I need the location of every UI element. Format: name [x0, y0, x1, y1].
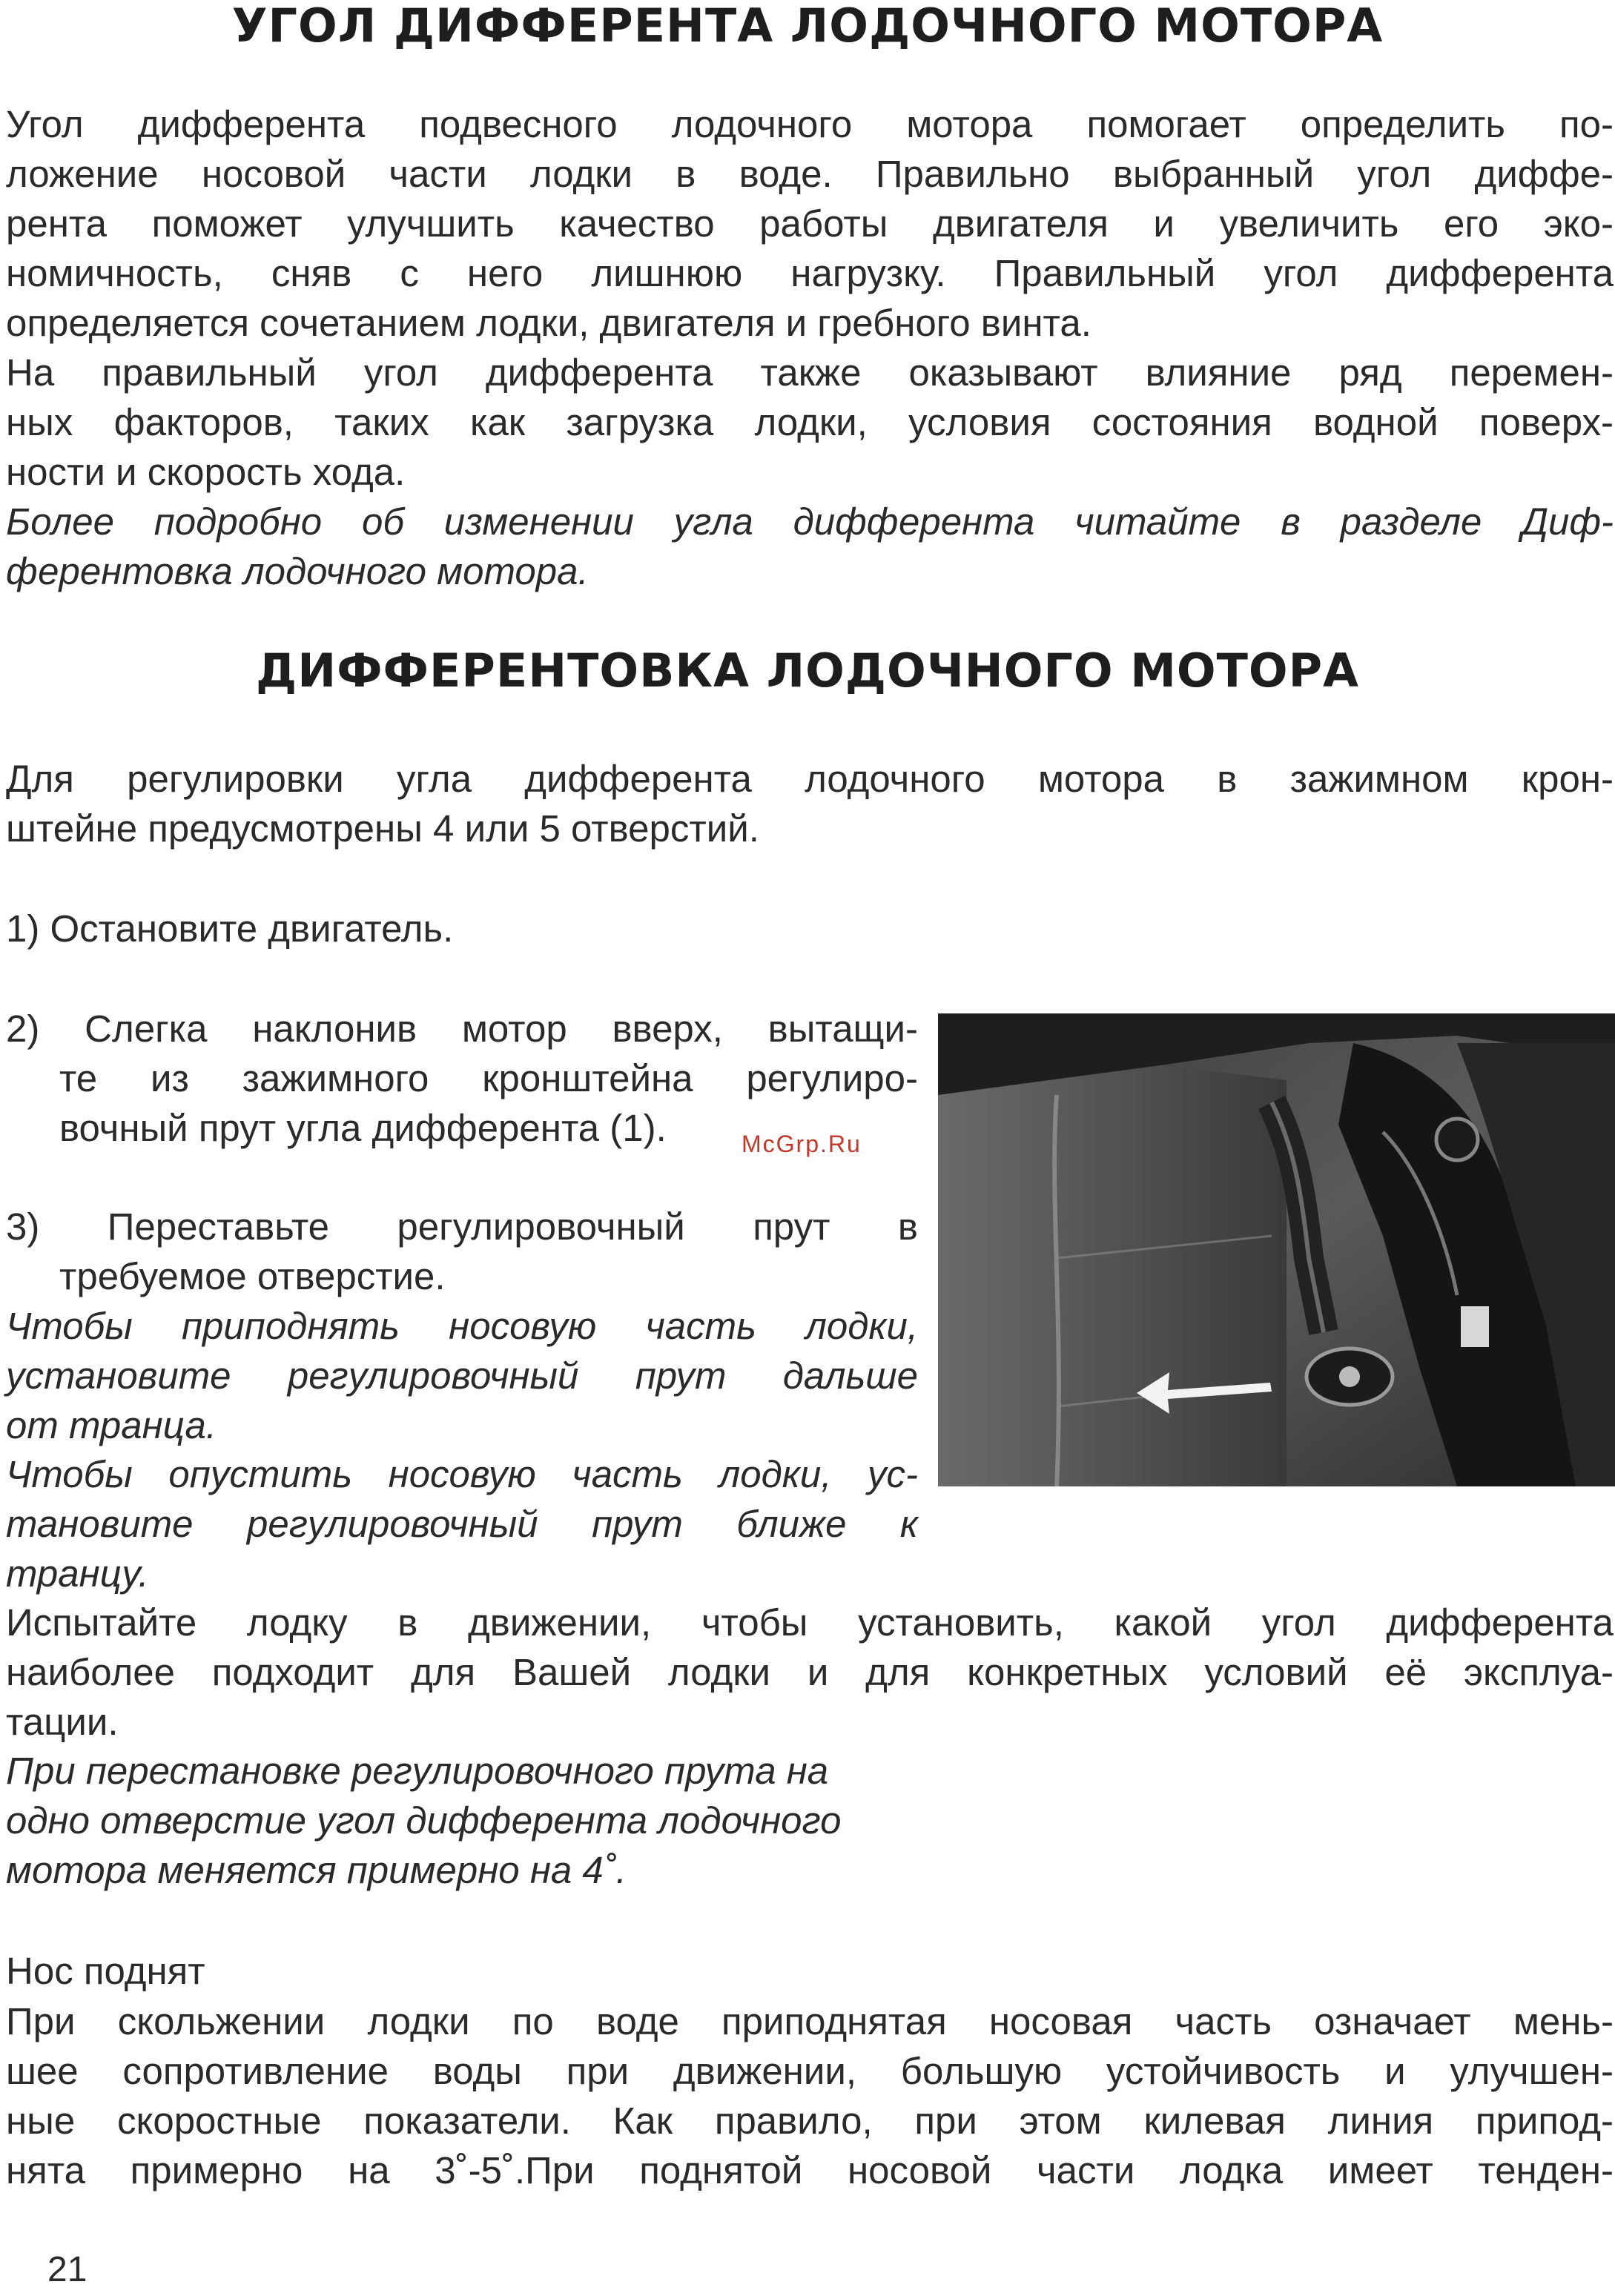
heading-nose-up — [6, 1946, 1614, 1996]
text-line: Испытайте лодку в движении, чтобы установить, какой угол дифферента — [6, 1601, 1614, 1644]
text-line: Чтобы приподнять носовую часть лодки, — [6, 1305, 918, 1347]
text-line: установите регулировочный прут дальше — [6, 1354, 918, 1397]
note-one-hole-shift — [6, 1746, 970, 1895]
text-line: На правильный угол дифферента также оказывают влияние ряд перемен- — [6, 351, 1614, 394]
text-line: те из зажимного кронштейна регулиро- — [59, 1057, 918, 1099]
paragraph-test-drive — [6, 1598, 1614, 1747]
paragraph-nose-up — [6, 1996, 1614, 2195]
text-line: 1) Остановите двигатель. — [6, 907, 454, 950]
text-line: транцу. — [6, 1552, 149, 1595]
note-see-section — [6, 497, 1614, 596]
paragraph-trim-angle-intro — [6, 99, 1614, 348]
text-line: ферентовка лодочного мотора. — [6, 550, 589, 592]
text-line: Более подробно об изменении угла дифферента читайте в разделе Диф- — [6, 500, 1614, 543]
text-line: определяется сочетанием лодки, двигателя и гребного винта. — [6, 302, 1091, 344]
text-line: ных факторов, таких как загрузка лодки, условия состояния водной поверх- — [6, 401, 1614, 443]
text-line: мотора меняется примерно на 4˚. — [6, 1849, 627, 1891]
text-line: нята примерно на 3˚-5˚.При поднятой носовой части лодка имеет тенден- — [6, 2149, 1614, 2191]
trim-rod-photo — [938, 1013, 1615, 1486]
text-line: вочный прут угла дифферента (1). — [59, 1107, 667, 1149]
note-lower-bow — [6, 1449, 918, 1598]
text-line: При перестановке регулировочного прута на — [6, 1750, 829, 1792]
paragraph-trim-factors — [6, 348, 1614, 497]
text-line: рента поможет улучшить качество работы двигателя и увеличить его эко- — [6, 202, 1614, 245]
step-3 — [6, 1202, 918, 1301]
text-line: При скольжении лодки по воде приподнятая носовая часть означает мень- — [6, 2000, 1614, 2042]
text-line: Нос поднят — [6, 1950, 205, 1992]
text-line: ные скоростные показатели. Как правило, при этом килевая линия припод- — [6, 2100, 1614, 2142]
text-line: 2) Слегка наклонив мотор вверх, вытащи- — [6, 1008, 918, 1050]
text-line: одно отверстие угол дифферента лодочного — [6, 1799, 842, 1842]
text-line: номичность, сняв с него лишнюю нагрузку. Правильный угол дифферента — [6, 252, 1614, 294]
watermark: McGrp.Ru — [742, 1131, 862, 1157]
text-line: 3) Переставьте регулировочный прут в — [6, 1205, 918, 1248]
step-1 — [6, 904, 1614, 953]
section-title-trim-adjustment: ДИФФЕРЕНТОВКА ЛОДОЧНОГО МОТОРА — [255, 644, 1360, 698]
paragraph-adjustment-intro — [6, 754, 1614, 853]
page-number: 21 — [47, 2250, 87, 2289]
text-line: наиболее подходит для Вашей лодки и для конкретных условий её эксплуа- — [6, 1651, 1614, 1693]
text-line: шее сопротивление воды при движении, большую устойчивость и улучшен- — [6, 2050, 1614, 2092]
text-line: штейне предусмотрены 4 или 5 отверстий. — [6, 807, 759, 850]
note-raise-bow — [6, 1301, 918, 1450]
text-line: Для регулировки угла дифферента лодочного мотора в зажимном крон- — [6, 758, 1614, 800]
text-line: тановите регулировочный прут ближе к — [6, 1503, 918, 1545]
text-line: тации. — [6, 1701, 119, 1743]
text-line: требуемое отверстие. — [59, 1255, 446, 1297]
text-line: Чтобы опустить носовую часть лодки, ус- — [6, 1453, 918, 1495]
text-line: Угол дифферента подвесного лодочного мотора помогает определить по- — [6, 103, 1614, 145]
text-line: от транца. — [6, 1404, 217, 1446]
text-line: ложение носовой части лодки в воде. Правильно выбранный угол диффе- — [6, 153, 1614, 195]
text-line: ности и скорость хода. — [6, 451, 406, 493]
section-title-trim-angle: УГОЛ ДИФФЕРЕНТА ЛОДОЧНОГО МОТОРА — [231, 0, 1384, 53]
